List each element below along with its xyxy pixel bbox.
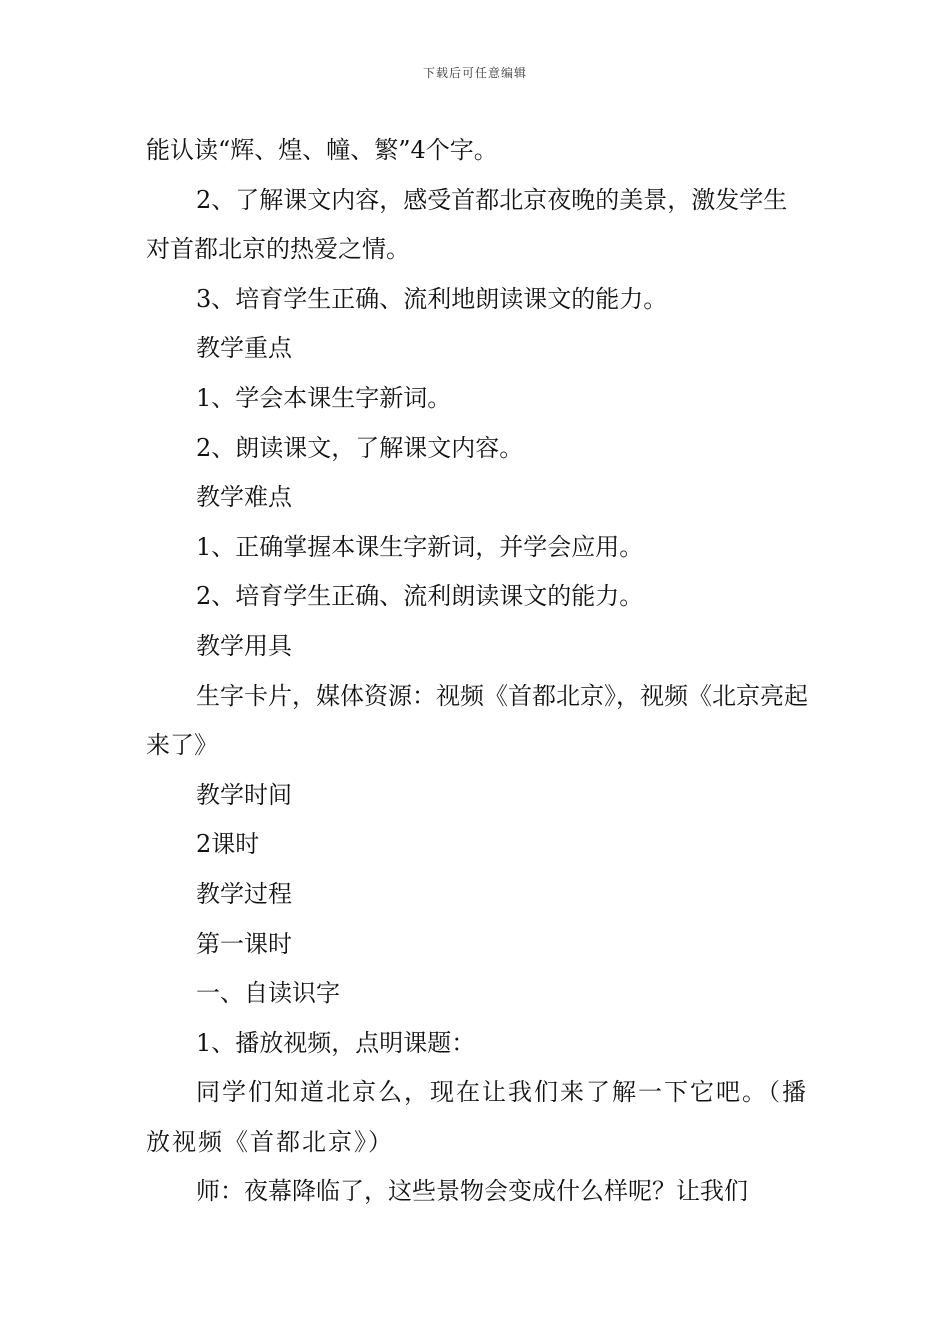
paragraph-intro-beijing: 同学们知道北京么，现在让我们来了解一下它吧。（播放视频《首都北京》）	[146, 1078, 808, 1156]
paragraph-difficulty-2: 2、培育学生正确、流利朗读课文的能力。	[196, 582, 644, 611]
heading-teaching-difficulty: 教学难点	[196, 483, 292, 512]
paragraph-time: 2课时	[196, 830, 260, 859]
paragraph-difficulty-1: 1、正确掌握本课生字新词，并学会应用。	[196, 532, 644, 561]
paragraph-3: 3、培育学生正确、流利地朗读课文的能力。	[196, 284, 668, 313]
page-header: 下载后可任意编辑	[422, 66, 527, 80]
heading-teaching-process: 教学过程	[196, 879, 292, 908]
paragraph-focus-2: 2、朗读课文，了解课文内容。	[196, 433, 524, 462]
paragraph-2: 2、了解课文内容，感受首都北京夜晚的美景，激发学生对首都北京的热爱之情。	[146, 185, 788, 264]
paragraph-focus-1: 1、学会本课生字新词。	[196, 383, 452, 412]
heading-teaching-tools: 教学用具	[196, 631, 292, 660]
paragraph-1: 能认读“辉、煌、幢、繁”4个字。	[146, 136, 498, 164]
heading-teaching-focus: 教学重点	[196, 334, 292, 363]
paragraph-tools: 生字卡片，媒体资源：视频《首都北京》，视频《北京亮起来了》	[146, 681, 808, 760]
heading-first-lesson: 第一课时	[196, 929, 292, 958]
paragraph-teacher-night: 师：夜幕降临了，这些景物会变成什么样呢？让我们	[196, 1177, 748, 1206]
paragraph-play-video: 1、播放视频，点明课题：	[196, 1028, 476, 1057]
heading-teaching-time: 教学时间	[196, 780, 292, 809]
document-body	[146, 126, 808, 1217]
heading-self-reading: 一、自读识字	[196, 979, 340, 1008]
